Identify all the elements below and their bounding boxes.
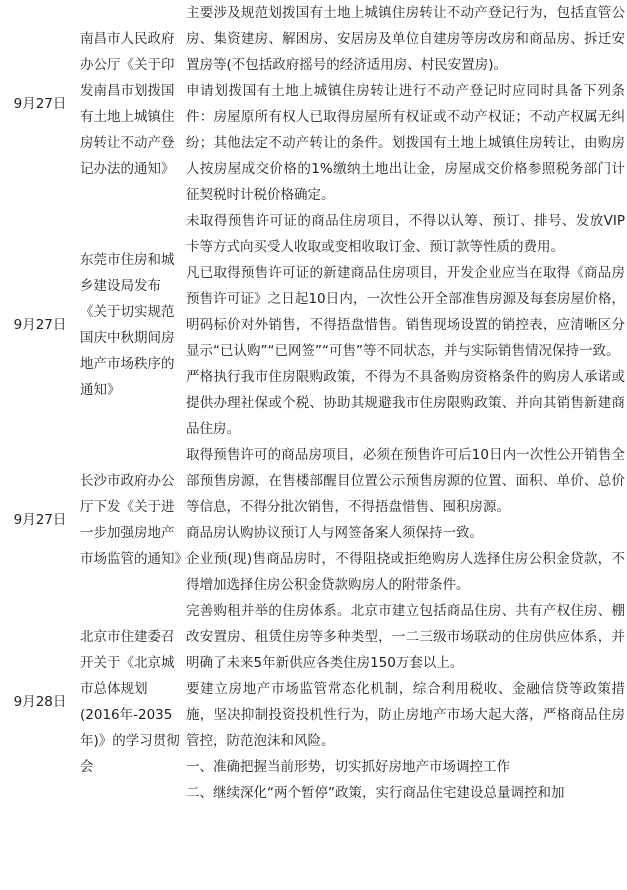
content-paragraph: 二、继续深化“两个暂停”政策，实行商品住宅建设总量调控和加: [186, 785, 565, 801]
content-paragraph: 凡已取得预售许可证的新建商品住房项目，开发企业应当在取得《商品房预售许可证》之日起10日内，一次性公开全部准售房源及每套房屋价格，明码标价对外销售，不得捂盘惜售。销售现场设置的销控表，应清晰区分显示“已认购”“已网签”“可售”等不同状态，并与实际销售情况保持一致。: [186, 265, 625, 359]
table-row: [0, 442, 627, 598]
row-policy-title: 长沙市政府办公厅下发《关于进一步加强房地产市场监管的通知》: [80, 473, 188, 567]
content-paragraph: 商品房认购协议预订人与网签备案人须保持一致。: [186, 525, 483, 541]
content-paragraph: 要建立房地产市场监管常态化机制，综合利用税收、金融信贷等政策措施，坚决抑制投资投机性行为，防止房地产市场大起大落，严格商品住房管控，防范泡沫和风险。: [186, 681, 625, 749]
row-date: 9月27日: [13, 512, 67, 528]
row-content: [184, 0, 627, 208]
content-paragraph: 一、准确把握当前形势，切实抓好房地产市场调控工作: [186, 759, 510, 775]
content-paragraph: 取得预售许可的商品房项目，必须在预售许可后10日内一次性公开销售全部预售房源，在售楼部醒目位置公示预售房源的位置、面积、单价、总价等信息，不得分批次销售，不得捂盘惜售、囤积房源。: [186, 447, 625, 515]
row-content: [184, 442, 627, 598]
row-content: [184, 598, 627, 806]
content-paragraph: 未取得预售许可证的商品住房项目，不得以认筹、预订、排号、发放VIP卡等方式向买受人收取或变相收取订金、预订款等性质的费用。: [186, 213, 625, 255]
row-date: 9月27日: [13, 96, 67, 112]
row-date: 9月27日: [13, 317, 67, 333]
table-row: [0, 208, 627, 442]
content-paragraph: 严格执行我市住房限购政策，不得为不具备购房资格条件的购房人承诺或提供办理社保或个税、协助其规避我市住房限购政策、并向其销售新建商品住房。: [186, 369, 625, 437]
table-row: [0, 598, 627, 806]
row-policy-title: 东莞市住房和城乡建设局发布《关于切实规范国庆中秋期间房地产市场秩序的通知》: [80, 252, 175, 398]
row-policy-title: 南昌市人民政府办公厅《关于印发南昌市划拨国有土地上城镇住房转让不动产登记办法的通知》: [80, 31, 175, 177]
table-row: [0, 0, 627, 208]
row-policy-title: 北京市住建委召开关于《北京城市总体规划(2016年-2035年)》的学习贯彻会: [80, 629, 180, 775]
content-paragraph: 申请划拨国有土地上城镇住房转让进行不动产登记时应同时具备下列条件：房屋原所有权人已取得房屋所有权证或不动产权证；不动产权属无纠纷；其他法定不动产转让的条件。划拨国有土地上城镇住房转让，由购房人按房屋成交价格的1%缴纳土地出让金，房屋成交价格参照税务部门计征契税时计税价格确定。: [186, 83, 625, 203]
row-content: [184, 208, 627, 442]
content-paragraph: 主要涉及规范划拨国有土地上城镇住房转让不动产登记行为，包括直管公房、集资建房、解困房、安居房及单位自建房等房改房和商品房、拆迁安置房等(不包括政府摇号的经济适用房、村民安置房)。: [186, 5, 625, 73]
content-paragraph: 完善购租并举的住房体系。北京市建立包括商品住房、共有产权住房、棚改安置房、租赁住房等多种类型，一二三级市场联动的住房供应体系，并明确了未来5年新供应各类住房150万套以上。: [186, 603, 625, 671]
content-paragraph: 企业预(现)售商品房时，不得阻挠或拒绝购房人选择住房公积金贷款，不得增加选择住房公积金贷款购房人的附带条件。: [186, 551, 625, 593]
row-date: 9月28日: [13, 694, 67, 710]
